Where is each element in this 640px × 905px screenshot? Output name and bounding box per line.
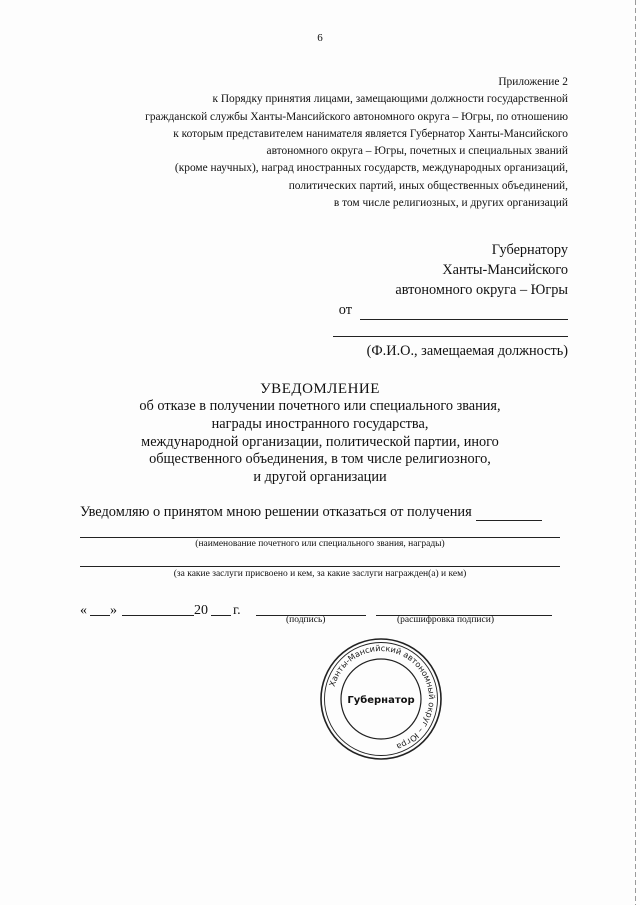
award-name-caption: (наименование почетного или специального звания, награды) [195, 539, 445, 549]
governor-seal [318, 636, 444, 762]
addressee-line: автономного округа – Югры [395, 282, 568, 298]
appendix-line: политических партий, иных общественных объединений, [288, 179, 568, 192]
from-blank-line[interactable] [360, 305, 568, 320]
from-field[interactable] [268, 300, 568, 320]
appendix-header [68, 74, 568, 212]
title-line: об отказе в получении почетного или специального звания, [139, 398, 501, 414]
appendix-line: в том числе религиозных, и других организаций [333, 197, 568, 210]
title-line: общественного объединения, в том числе религиозного, [149, 451, 491, 468]
merits-blank-line[interactable] [80, 566, 560, 567]
day-blank-line[interactable] [90, 615, 110, 616]
title-line: международной организации, политической партии, иного [141, 433, 499, 450]
seal-center-text: Губернатор [347, 695, 415, 706]
appendix-line: к которым представителем нанимателя является Губернатор Ханты-Мансийского [173, 127, 568, 140]
page-number: 6 [317, 32, 323, 44]
fio-blank-line[interactable] [333, 328, 568, 337]
fio-label: (Ф.И.О., замещаемая должность) [366, 343, 568, 359]
appendix-line: (кроме научных), наград иностранных государств, международных организаций, [174, 162, 568, 175]
appendix-line: автономного округа – Югры, почетных и специальных званий [266, 145, 568, 158]
title-heading: УВЕДОМЛЕНИЕ [260, 381, 380, 397]
merits-caption: (за какие заслуги присвоено и кем, за какие заслуги награжден(а) и кем) [173, 569, 467, 579]
notify-text: Уведомляю о принятом мною решении отказаться от получения [80, 504, 472, 520]
decoding-caption: (расшифровка подписи) [397, 615, 494, 625]
seal-ring-text: Ханты-Мансийский автономный округ – Югра [326, 642, 438, 753]
year-blank-line[interactable] [211, 615, 231, 616]
title-line: награды иностранного государства, [211, 415, 429, 432]
notify-blank-line[interactable] [476, 506, 542, 521]
signature-caption: (подпись) [286, 615, 326, 625]
quote-open: « [80, 603, 87, 618]
appendix-line: гражданской службы Ханты-Мансийского автономного округа – Югры, по отношению [145, 110, 568, 123]
appendix-line: Приложение 2 [498, 76, 568, 88]
month-blank-line[interactable] [122, 615, 194, 616]
addressee-line: Ханты-Мансийского [442, 262, 568, 278]
award-name-blank-line[interactable] [80, 537, 560, 538]
addressee-block [268, 240, 568, 361]
appendix-line: к Порядку принятия лицами, замещающими должности государственной [212, 93, 568, 106]
title-line: и другой организации [253, 469, 387, 486]
notify-sentence [80, 504, 570, 521]
from-label: от [338, 302, 352, 318]
year-prefix: 20 [194, 603, 208, 618]
quote-close: » [110, 603, 117, 618]
year-suffix: г. [233, 603, 241, 618]
addressee-line: Губернатору [491, 242, 568, 258]
document-title [0, 380, 640, 487]
